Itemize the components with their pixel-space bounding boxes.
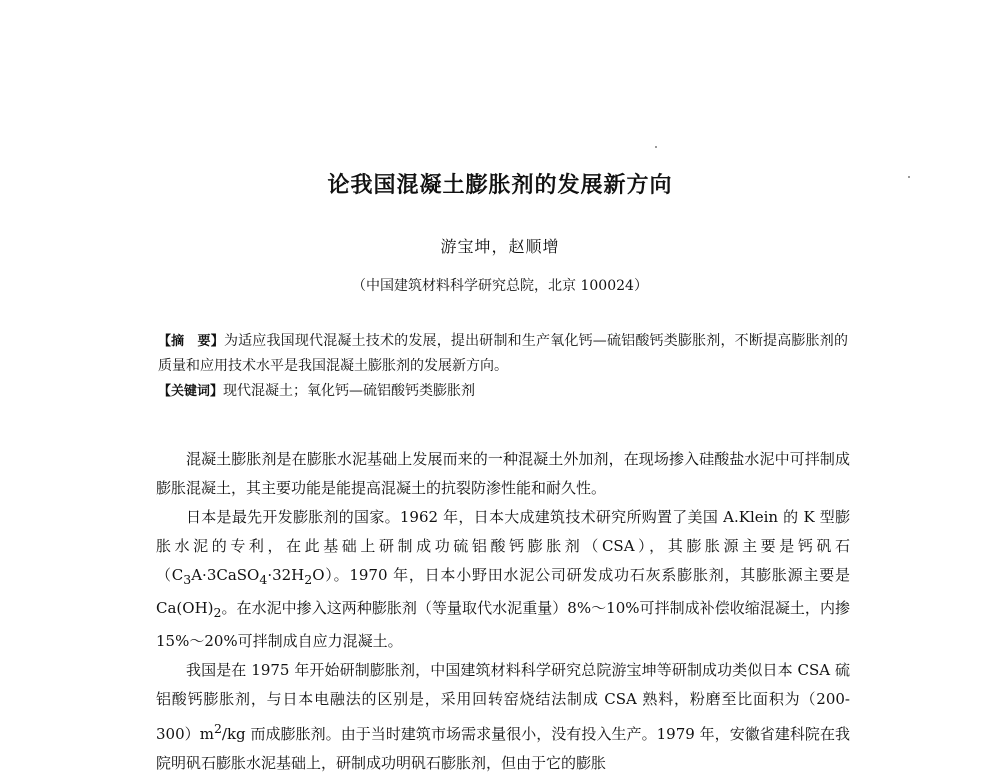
subscript: 4 (259, 572, 268, 587)
text-run: O）。1970 年，日本小野田水泥公司研发成功石灰系膨胀剂，其膨胀源主要是 Ca(OH) (156, 566, 850, 617)
paragraph-3 (156, 656, 850, 778)
superscript: 2 (213, 721, 222, 736)
scan-speck (655, 146, 657, 148)
subscript: 3 (183, 572, 192, 587)
text-run: A·3CaSO (191, 566, 260, 584)
keywords-label: 【关键词】 (158, 384, 224, 399)
text-run: 我国是在 1975 年开始研制膨胀剂，中国建筑材料科学研究总院游宝坤等研制成功类似日本 CSA 硫铝酸钙膨胀剂，与日本电融法的区别是，采用回转窑烧结法制成 CSA 熟料，粉磨至比面积为（200-300）m (156, 661, 850, 743)
subscript: 2 (304, 572, 313, 587)
text-run: ·32H (267, 566, 305, 584)
paper-title: 论我国混凝土膨胀剂的发展新方向 (327, 173, 673, 198)
affiliation: （中国建筑材料科学研究总院，北京 100024） (352, 278, 648, 294)
text-run: 日本是最先开发膨胀剂的国家。1962 年，日本大成建筑技术研究所购置了美国 A.Klein 的 K 型膨胀水泥的专利，在此基础上研制成功硫铝酸钙膨胀剂（CSA），其膨胀源主要是钙矾石（C (156, 508, 850, 584)
authors: 游宝坤，赵顺增 (440, 237, 560, 256)
abstract-label: 【摘 要】 (158, 334, 224, 349)
abstract-text: 为适应我国现代混凝土技术的发展，提出研制和生产氧化钙—硫铝酸钙类膨胀剂，不断提高膨胀剂的质量和应用技术水平是我国混凝土膨胀剂的发展新方向。 (158, 333, 848, 374)
abstract-block (158, 329, 848, 404)
paragraph-2 (156, 503, 850, 656)
subscript: 2 (213, 605, 222, 620)
text-run: 。在水泥中掺入这两种膨胀剂（等量取代水泥重量）8%～10%可拌制成补偿收缩混凝土，内掺 15%～20%可拌制成自应力混凝土。 (156, 599, 850, 650)
body-text (156, 445, 850, 778)
keywords (158, 379, 848, 404)
keywords-text: 现代混凝土；氧化钙—硫铝酸钙类膨胀剂 (223, 383, 476, 399)
abstract (158, 329, 848, 379)
paragraph-1: 混凝土膨胀剂是在膨胀水泥基础上发展而来的一种混凝土外加剂，在现场掺入硅酸盐水泥中可拌制成膨胀混凝土，其主要功能是能提高混凝土的抗裂防渗性能和耐久性。 (156, 450, 850, 497)
text-run: /kg 而成膨胀剂。由于当时建筑市场需求量很小，没有投入生产。1979 年，安徽省建科院在我院明矾石膨胀水泥基础上，研制成功明矾石膨胀剂，但由于它的膨胀 (156, 725, 850, 772)
